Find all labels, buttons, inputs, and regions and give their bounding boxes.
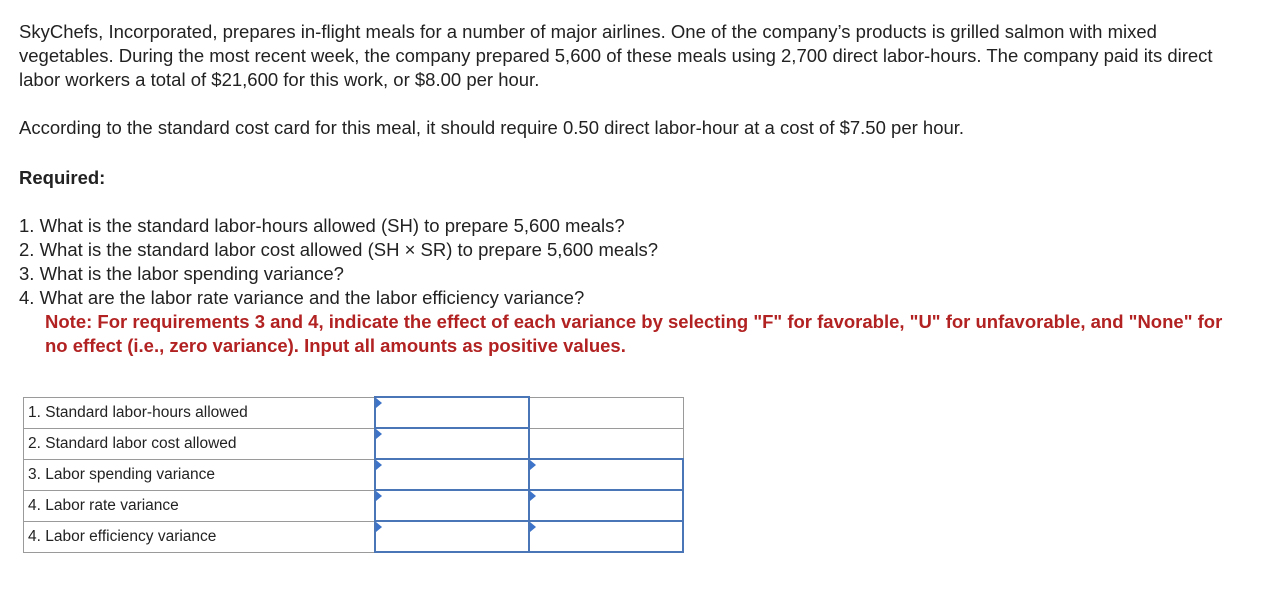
dropdown-marker-icon — [530, 460, 536, 470]
efficiency-variance-input[interactable] — [376, 522, 528, 551]
table-row — [24, 459, 684, 490]
row-label: 4. Labor rate variance — [24, 490, 376, 521]
row-label: 2. Standard labor cost allowed — [24, 428, 376, 459]
dropdown-marker-icon — [530, 491, 536, 501]
spending-variance-effect[interactable] — [530, 460, 682, 489]
standard-cost-input[interactable] — [376, 429, 528, 458]
requirements-list — [19, 214, 1255, 310]
requirement-1: 1. What is the standard labor-hours allowed (SH) to prepare 5,600 meals? — [19, 215, 625, 236]
input-marker-icon — [376, 398, 382, 408]
problem-paragraph-1: SkyChefs, Incorporated, prepares in-flight meals for a number of major airlines. One of the company’s products is grilled salmon with mixed vegetables. During the most recent week, the company prepared 5,600 of these meals using 2,700 direct labor-hours. The company paid its direct labor workers a total of $21,600 for this work, or $8.00 per hour. — [19, 21, 1213, 90]
amount-input-cell[interactable] — [375, 428, 529, 459]
effect-select-cell[interactable] — [529, 490, 683, 521]
amount-input-cell[interactable] — [375, 490, 529, 521]
efficiency-variance-effect[interactable] — [530, 522, 682, 551]
empty-cell — [529, 397, 683, 428]
input-marker-icon — [376, 522, 382, 532]
amount-input-cell[interactable] — [375, 521, 529, 552]
answer-table — [23, 396, 684, 553]
instruction-note: Note: For requirements 3 and 4, indicate the effect of each variance by selecting "F" for favorable, "U" for unfavorable, and "None" for no effect (i.e., zero variance). Input all amounts as positive values. — [45, 311, 1223, 356]
spending-variance-input[interactable] — [376, 460, 528, 489]
input-marker-icon — [376, 491, 382, 501]
input-marker-icon — [376, 460, 382, 470]
table-row — [24, 490, 684, 521]
requirement-2: 2. What is the standard labor cost allowed (SH × SR) to prepare 5,600 meals? — [19, 239, 659, 260]
rate-variance-effect[interactable] — [530, 491, 682, 520]
row-label: 4. Labor efficiency variance — [24, 521, 376, 552]
problem-content — [19, 20, 1255, 358]
effect-select-cell[interactable] — [529, 459, 683, 490]
table-row — [24, 397, 684, 428]
empty-cell — [529, 428, 683, 459]
row-label: 1. Standard labor-hours allowed — [24, 397, 376, 428]
table-row — [24, 521, 684, 552]
required-heading: Required: — [19, 167, 106, 188]
effect-select-cell[interactable] — [529, 521, 683, 552]
input-marker-icon — [376, 429, 382, 439]
requirement-3: 3. What is the labor spending variance? — [19, 263, 344, 284]
problem-paragraph-2: According to the standard cost card for this meal, it should require 0.50 direct labor-hour at a cost of $7.50 per hour. — [19, 117, 965, 138]
dropdown-marker-icon — [530, 522, 536, 532]
rate-variance-input[interactable] — [376, 491, 528, 520]
table-row — [24, 428, 684, 459]
amount-input-cell[interactable] — [375, 397, 529, 428]
requirement-4: 4. What are the labor rate variance and the labor efficiency variance? — [19, 287, 585, 308]
amount-input-cell[interactable] — [375, 459, 529, 490]
row-label: 3. Labor spending variance — [24, 459, 376, 490]
standard-hours-input[interactable] — [376, 398, 528, 427]
